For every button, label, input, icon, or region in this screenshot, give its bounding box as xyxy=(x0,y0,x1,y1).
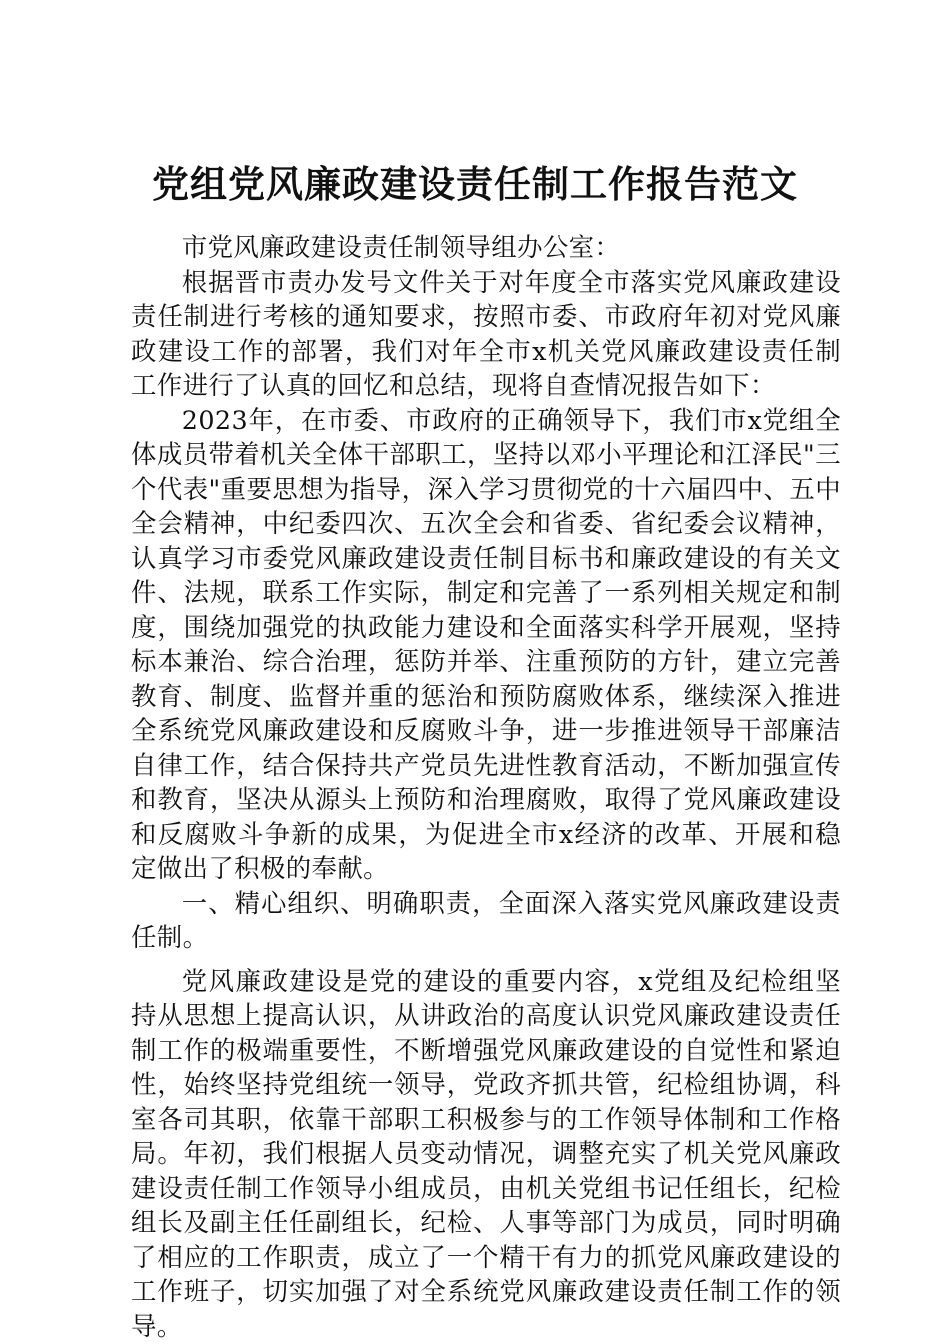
paragraph-overview: 2023年，在市委、市政府的正确领导下，我们市x党组全体成员带着机关全体干部职工，坚持以邓小平理论和江泽民"三个代表"重要思想为指导，深入学习贯彻党的十六届四中、五中全会精神，中纪委四次、五次全会和省委、省纪委会议精神，认真学习市委党风廉政建设责任制目标书和廉政建设的有关文件、法规，联系工作实际，制定和完善了一系列相关规定和制度，围绕加强党的执政能力建设和全面落实科学开展观，坚持标本兼治、综合治理，惩防并举、注重预防的方针，建立完善教育、制度、监督并重的惩治和预防腐败体系，继续深入推进全系统党风廉政建设和反腐败斗争，进一步推进领导干部廉洁自律工作，结合保持共产党员先进性教育活动，不断加强宣传和教育，坚决从源头上预防和治理腐败，取得了党风廉政建设和反腐败斗争新的成果，为促进全市x经济的改革、开展和稳定做出了积极的奉献。 xyxy=(131,404,841,883)
paragraph-intro: 根据晋市责办发号文件关于对年度全市落实党风廉政建设责任制进行考核的通知要求，按照市委、市政府年初对党风廉政建设工作的部署，我们对年全市x机关党风廉政建设责任制工作进行了认真的回忆和总结，现将自查情况报告如下： xyxy=(131,266,841,400)
document-body xyxy=(131,230,841,1343)
paragraph-salutation: 市党风廉政建设责任制领导组办公室： xyxy=(181,232,621,262)
paragraph-section-1: 党风廉政建设是党的建设的重要内容，x党组及纪检组坚持从思想上提高认识，从讲政治的高度认识党风廉政建设责任制工作的极端重要性，不断增强党风廉政建设的自觉性和紧迫性，始终坚持党组统一领导，党政齐抓共管，纪检组协调，科室各司其职，依靠干部职工积极参与的工作领导体制和工作格局。年初，我们根据人员变动情况，调整充实了机关党风廉政建设责任制工作领导小组成员，由机关党组书记任组长，纪检组长及副主任任副组长，纪检、人事等部门为成员，同时明确了相应的工作职责，成立了一个精干有力的抓党风廉政建设的工作班子，切实加强了对全系统党风廉政建设责任制工作的领导。 xyxy=(131,965,841,1341)
section-heading-1: 一、精心组织、明确职责，全面深入落实党风廉政建设责任制。 xyxy=(131,887,841,952)
document-title: 党组党风廉政建设责任制工作报告范文 xyxy=(152,162,798,206)
